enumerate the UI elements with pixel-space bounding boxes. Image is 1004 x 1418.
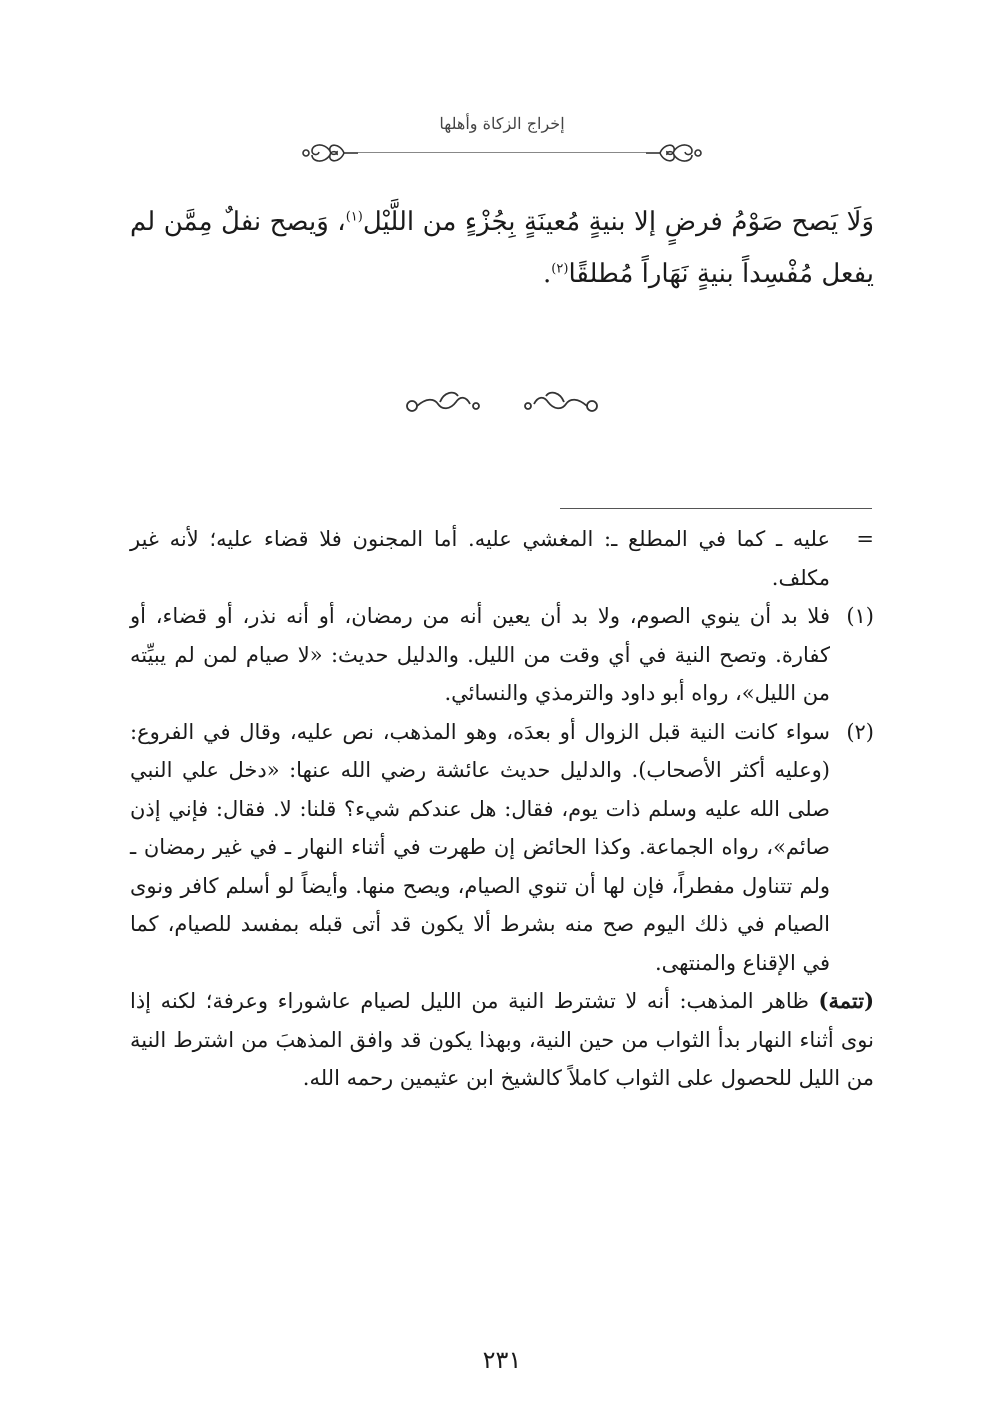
tatimma-note	[130, 982, 874, 1098]
tatimma-label: (تتمة)	[818, 988, 874, 1013]
floral-flourish-icon	[644, 138, 704, 168]
tatimma-text: ظاهر المذهب: أنه لا تشترط النية من الليل لصيام عاشوراء وعرفة؛ لكنه إذا نوى أثناء النهار بدأ الثواب من حين النية، وبهذا يكون قد وافق المذهبَ من اشترط النية من الليل للحصول على الثواب كاملاً كالشيخ ابن عثيمين رحمه الله.	[130, 989, 874, 1090]
main-text-part-1: وَلَا يَصح صَوْمُ فرضٍ إلا بنيةٍ مُعينَةٍ بِجُزْءٍ من اللَّيْل	[362, 207, 874, 237]
footnote-ref-1[interactable]: (١)	[345, 209, 363, 225]
page-number: ٢٣١	[482, 1346, 522, 1374]
footnote-marker: =	[856, 527, 874, 551]
footnote-text: عليه ـ كما في المطلع ـ: المغشي عليه. أما المجنون فلا قضاء عليه؛ لأنه غير مكلف.	[130, 527, 830, 590]
header-rule	[358, 152, 646, 153]
main-text-part-2: ، وَيصح نفلٌ مِمَّن لم يفعل مُفْسِداً بنيةٍ نَهَاراً مُطلقًا	[130, 207, 874, 289]
running-header	[300, 108, 704, 178]
footnote-ref-2[interactable]: (٢)	[551, 261, 569, 277]
main-text	[130, 196, 874, 300]
floral-flourish-icon	[300, 138, 360, 168]
footnote-marker: (١)	[846, 604, 874, 628]
footnote-marker: (٢)	[846, 719, 874, 744]
floral-divider-icon	[400, 386, 604, 422]
footnote-2	[130, 713, 874, 983]
footnote-text: فلا بد أن ينوي الصوم، ولا بد أن يعين أنه من رمضان، أو أنه نذر، أو قضاء، أو كفارة. وتصح النية في أي وقت من الليل. والدليل حديث: «لا صيام لمن لم يبيِّته من الليل»، رواه أبو داود والترمذي والنسائي.	[130, 604, 830, 705]
footnote-separator	[560, 508, 872, 509]
footnotes	[130, 520, 874, 1098]
footnote-continuation	[130, 520, 874, 597]
footnote-1	[130, 597, 874, 713]
running-header-title: إخراج الزكاة وأهلها	[439, 114, 565, 133]
main-text-part-3: .	[543, 259, 552, 289]
footnote-text: سواء كانت النية قبل الزوال أو بعدَه، وهو المذهب، نص عليه، وقال في الفروع: (وعليه أكثر الأصحاب). والدليل حديث عائشة رضي الله عنها: «دخل علي النبي صلى الله عليه وسلم ذات يوم، فقال: هل عندكم شيء؟ قلنا: لا. فقال: فإني إذن صائم»، رواه الجماعة. وكذا الحائض إن طهرت في أثناء النهار ـ في غير رمضان ـ ولم تتناول مفطراً، فإن لها أن تنوي الصيام، ويصح منها. وأيضاً لو أسلم كافر ونوى الصيام في ذلك اليوم صح منه بشرط ألا يكون قد أتى قبله بمفسد للصيام، كما في الإقناع والمنتهى.	[130, 719, 830, 975]
